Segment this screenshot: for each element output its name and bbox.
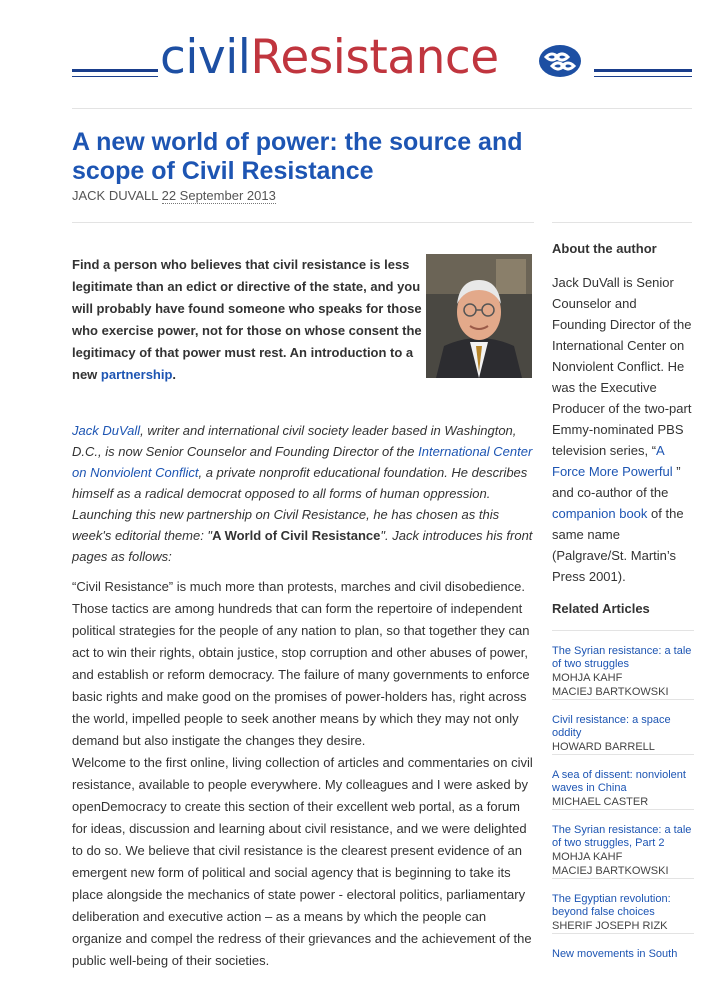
related-item-author[interactable]: MOHJA KAHF (552, 851, 623, 863)
related-item-title[interactable]: The Syrian resistance: a tale of two struggles, Part 2 (552, 824, 692, 849)
related-item (552, 878, 694, 931)
jack-duvall-link[interactable]: Jack DuVall (72, 423, 141, 438)
standfirst-text: Find a person who believes that civil resistance is less legitimate than an edict or directive of the state, and you will probably have found someone who speaks for those who exercise power, not for those on whose consent the legitimacy of that power must rest. An introduction to a new (72, 257, 422, 382)
related-item-author[interactable]: SHERIF JOSEPH RIZK (552, 920, 668, 932)
intro-text: , a private nonprofit educational foundation. He describes himself as a radical democrat opposed to all forms of human oppression. Launching this new partnership on Civil Resistance, he has chosen as this week's editorial theme: " (72, 465, 528, 543)
chain-link-logo-icon (538, 44, 582, 78)
related-item-author[interactable]: HOWARD BARRELL (552, 741, 655, 753)
about-text-part: of the same name (Palgrave/St. Martin’s Press 2001). (552, 506, 684, 584)
author-photo (426, 254, 532, 378)
related-item-author[interactable]: MICHAEL CASTER (552, 796, 649, 808)
related-articles-heading: Related Articles (552, 601, 650, 616)
sidebar-divider (552, 222, 692, 223)
masthead-rule (594, 76, 692, 77)
series-link[interactable]: A Force More Powerful (552, 443, 673, 479)
related-item (552, 809, 694, 876)
header-divider (72, 108, 692, 109)
related-item (552, 933, 694, 986)
related-item-author[interactable]: MACIEJ BARTKOWSKI (552, 686, 669, 698)
site-logo[interactable] (160, 30, 499, 85)
related-item-author[interactable]: MOHJA KAHF (552, 672, 623, 684)
byline (72, 188, 276, 203)
body-paragraph-1: “Civil Resistance” is much more than protests, marches and civil disobedience. Those tactics are among hundreds that can form the repertoire of independent political strategies for the people of any nation to plan, so that together they can act to win their rights, obtain justice, stop corruption and other abuses of power, and establish or reform democracy. The failure of many governments to enforce basic rights and make good on the promises of power-holders has, right across the world, impelled people to seek another means by which they may not only demand but also instigate the changes they desire. (72, 579, 530, 748)
icnc-link[interactable]: International Center on Nonviolent Conflict (72, 444, 533, 480)
related-item (552, 630, 694, 697)
companion-book-link[interactable]: companion book (552, 506, 648, 521)
standfirst-end: . (172, 367, 177, 382)
masthead-rule (594, 69, 692, 72)
related-item-title[interactable]: A sea of dissent: nonviolent waves in China (552, 769, 686, 794)
related-item (552, 754, 694, 807)
related-item-author[interactable]: MACIEJ BARTKOWSKI (552, 865, 669, 877)
intro-text: ". Jack introduces his front pages as follows: (72, 528, 533, 564)
content-divider (72, 222, 534, 223)
logo-resistance-text: Resistance (250, 30, 499, 85)
logo-civil-text: civil (160, 30, 251, 85)
intro-paragraph (72, 420, 534, 567)
related-item (552, 699, 694, 752)
editorial-theme: A World of Civil Resistance (212, 528, 381, 543)
related-item-title[interactable]: New movements in South (552, 948, 678, 960)
intro-text: , writer and international civil society leader based in Washington, D.C., is now Senior Counselor and Founding Director of the (72, 423, 517, 459)
author-link[interactable]: JACK DUVALL (72, 188, 158, 203)
masthead-rule (72, 69, 158, 72)
related-item-title[interactable]: The Syrian resistance: a tale of two struggles (552, 645, 692, 670)
about-author-text (552, 272, 694, 587)
about-text-part: Jack DuVall is Senior Counselor and Founding Director of the International Center on Nonviolent Conflict. He was the Executive Producer of the two-part Emmy-nominated PBS television series, “ (552, 275, 692, 458)
masthead-rule (72, 76, 158, 77)
article-title: A new world of power: the source and scope of Civil Resistance (72, 128, 523, 185)
about-text-part: ” and co-author of the (552, 464, 681, 500)
standfirst (72, 254, 422, 386)
related-item-title[interactable]: The Egyptian revolution: beyond false choices (552, 893, 671, 918)
body-paragraph-2: Welcome to the first online, living collection of articles and commentaries on civil resistance, available to people everywhere. My colleagues and I were asked by openDemocracy to create this section of their excellent web portal, as a forum for ideas, discussion and learning about civil resistance, and we were delighted to do so. We believe that civil resistance is the clearest present evidence of an emergent new form of political and social agency that is beginning to take its place alongside the mechanics of state power - electoral politics, parliamentary deliberation and executive action – as a means by which the people can organize and compel the redress of their grievances and the achievement of the public well-being of their societies. (72, 755, 533, 968)
article-date: 22 September 2013 (161, 188, 276, 203)
masthead (72, 30, 692, 88)
related-articles-list (552, 630, 694, 988)
about-author-heading: About the author (552, 241, 657, 256)
partnership-link[interactable]: partnership (100, 367, 173, 382)
related-item-title[interactable]: Civil resistance: a space oddity (552, 714, 671, 739)
